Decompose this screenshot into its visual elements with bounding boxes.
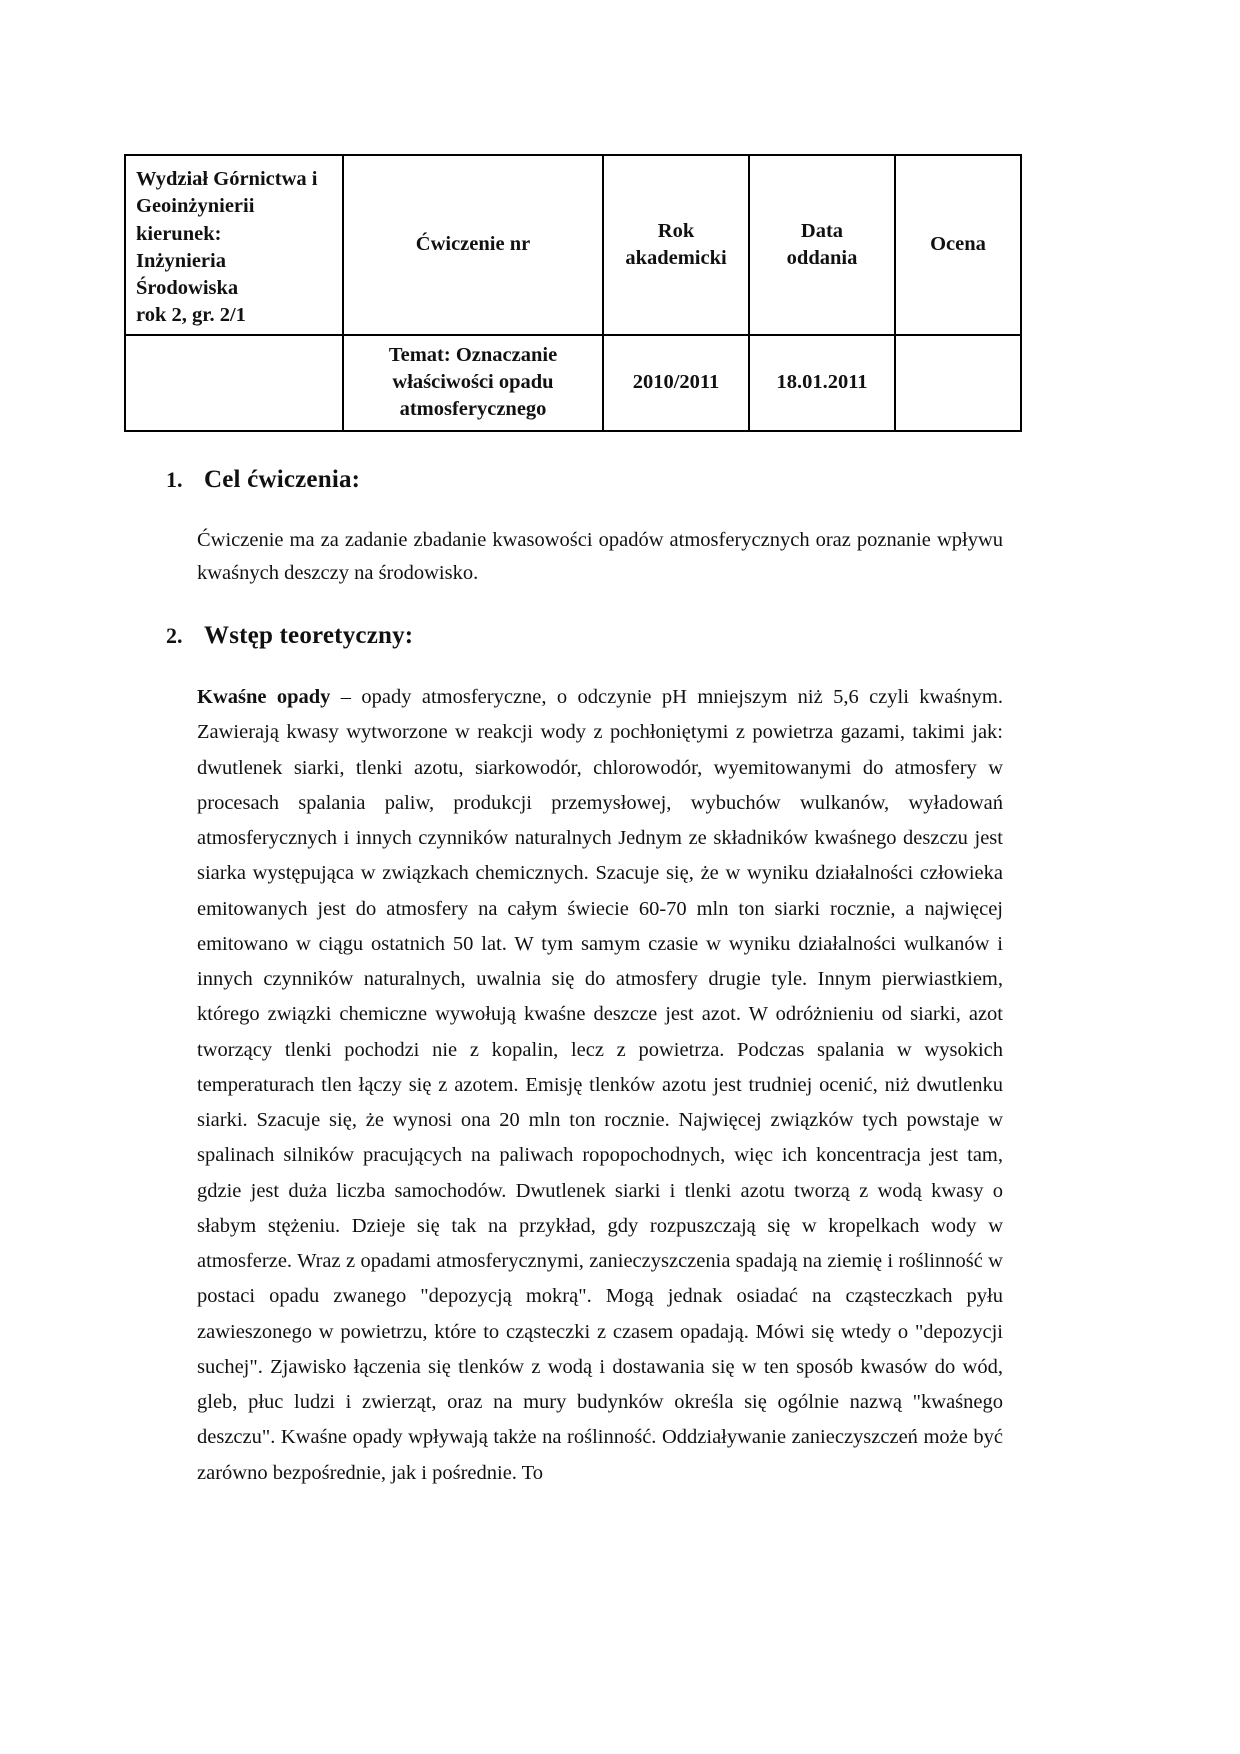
faculty-cell bbox=[125, 155, 343, 335]
section-2-heading bbox=[166, 622, 1006, 650]
table-row bbox=[125, 155, 1021, 335]
table-row bbox=[125, 335, 1021, 431]
academic-year-label-line-1: Rok bbox=[657, 219, 695, 242]
faculty-line-5: Środowiska bbox=[136, 277, 239, 299]
academic-year-value: 2010/2011 bbox=[603, 335, 749, 431]
faculty-empty-cell bbox=[125, 335, 343, 431]
topic-line-2: właściwości opadu bbox=[392, 370, 554, 393]
faculty-line-1: Wydział Górnictwa i bbox=[136, 168, 318, 190]
grade-value bbox=[895, 335, 1021, 431]
faculty-line-4: Inżynieria bbox=[136, 249, 226, 272]
section-2-number: 2. bbox=[166, 623, 183, 648]
academic-year-label bbox=[603, 155, 749, 335]
section-1-number: 1. bbox=[166, 467, 183, 492]
submission-date-value: 18.01.2011 bbox=[749, 335, 895, 431]
acid-rain-definition: – opady atmosferyczne, o odczynie pH mniejszym niż 5,6 czyli kwaśnym. Zawierają kwasy wytworzone w reakcji wody z pochłoniętymi z powietrza gazami, takimi jak: dwutlenek siarki, tlenki azotu, siarkowodór, chlorowodór, wyemitowanymi do atmosfery w procesach spalania paliw, produkcji przemysłowej, wybuchów wulkanów, wyładowań atmosferycznych i innych czynników naturalnych Jednym ze składników kwaśnego deszczu jest siarka występująca w związkach chemicznych. Szacuje się, że w wyniku działalności człowieka emitowanych jest do atmosfery na całym świecie 60-70 mln ton siarki rocznie, a najwięcej emitowano w ciągu ostatnich 50 lat. W tym samym czasie w wyniku działalności wulkanów i innych czynników naturalnych, uwalnia się do atmosfery drugie tyle. Innym pierwiastkiem, którego związki chemiczne wywołują kwaśne deszcze jest azot. W odróżnieniu od siarki, azot tworzący tlenki pochodzi nie z kopalin, lecz z powietrza. Podczas spalania w wysokich temperaturach tlen łączy się z azotem. Emisję tlenków azotu jest trudniej ocenić, niż dwutlenku siarki. Szacuje się, że wynosi ona 20 mln ton rocznie. Najwięcej związków tych powstaje w spalinach silników pracujących na paliwach ropopochodnych, więc ich koncentracja jest tam, gdzie jest duża liczba samochodów. Dwutlenek siarki i tlenki azotu tworzą z wodą kwasy o słabym stężeniu. Dzieje się tak na przykład, gdy rozpuszczają się w kropelkach wody w atmosferze. Wraz z opadami atmosferycznymi, zanieczyszczenia spadają na ziemię i roślinność w postaci opadu zwanego "depozycją mokrą". Mogą jednak osiadać na cząsteczkach pyłu zawieszonego w powietrzu, które to cząsteczki z czasem opadają. Mówi się wtedy o "depozycji suchej". Zjawisko łączenia się tlenków z wodą i dostawania się w ten sposób kwasów do wód, gleb, płuc ludzi i zwierząt, oraz na mury budynków określa się ogólnie nazwą "kwaśnego deszczu". Kwaśne opady wpływają także na roślinność. Oddziaływanie zanieczyszczeń może być zarówno bezpośrednie, jak i pośrednie. To bbox=[197, 686, 1003, 1484]
section-1-title: Cel ćwiczenia: bbox=[204, 466, 361, 493]
acid-rain-term: Kwaśne opady bbox=[197, 686, 331, 708]
submission-date-label bbox=[749, 155, 895, 335]
submission-date-label-line-1: Data bbox=[800, 219, 844, 242]
report-header-table bbox=[124, 154, 1022, 432]
faculty-line-2: Geoinżynierii bbox=[136, 195, 255, 218]
section-2-title: Wstęp teoretyczny: bbox=[204, 622, 414, 649]
faculty-line-6: rok 2, gr. 2/1 bbox=[136, 304, 246, 327]
topic-line-1: Temat: Oznaczanie bbox=[388, 343, 558, 366]
topic-line-3: atmosferycznego bbox=[399, 398, 547, 421]
faculty-line-3: kierunek: bbox=[136, 222, 222, 245]
grade-label: Ocena bbox=[895, 155, 1021, 335]
section-1-heading bbox=[166, 466, 1006, 494]
section-1-body: Ćwiczenie ma za zadanie zbadanie kwasowości opadów atmosferycznych oraz poznanie wpływu kwaśnych deszczy na środowisko. bbox=[197, 529, 1003, 585]
topic-cell bbox=[343, 335, 603, 431]
exercise-number-label: Ćwiczenie nr bbox=[343, 155, 603, 335]
submission-date-label-line-2: oddania bbox=[786, 246, 858, 269]
academic-year-label-line-2: akademicki bbox=[625, 246, 727, 269]
section-2-body bbox=[197, 680, 1003, 1491]
